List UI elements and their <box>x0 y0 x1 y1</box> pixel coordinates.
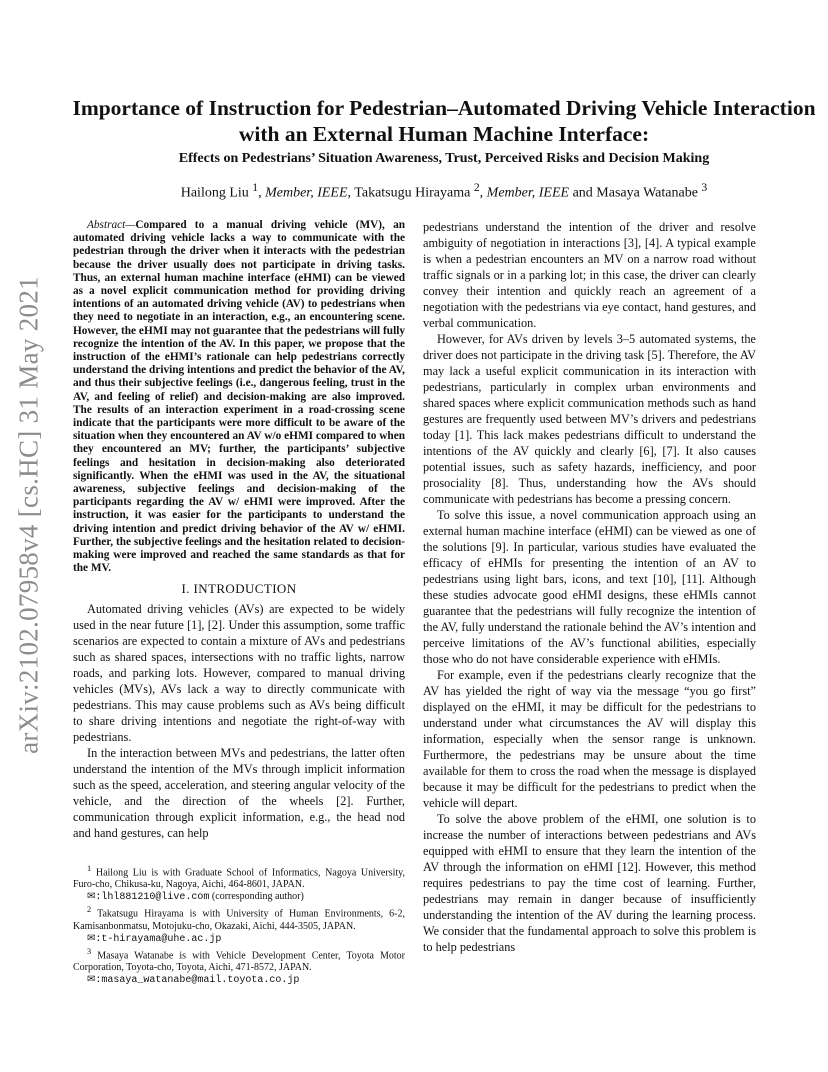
footnotes <box>73 863 405 987</box>
author-conjunction: and <box>569 185 597 201</box>
author-1-affil: 1 <box>252 181 259 194</box>
right-paragraph-4: For example, even if the pedestrians clearly recognize that the AV has yielded the right of way via the message “you go first” displayed on the eHMI, it may be difficult for the pedestrians to understand under what circumstances the AV will display this information, especially when the sensor range is unknown. Furthermore, the pedestrians may be unsure about the time available for them to cross the road when the message is displayed because it may be difficult for the pedestrians to predict when the vehicle will depart. <box>423 668 756 810</box>
footnote-3 <box>73 946 405 987</box>
author-2-affil: 2 <box>473 181 480 194</box>
right-paragraph-2: However, for AVs driven by levels 3–5 automated systems, the driver does not participate in the driving task [5]. Therefore, the AV may lack a useful explicit communication in its interaction with pedestrians, particularly in complex urban environments and shared spaces where explicit communication methods such as hand gestures are frequently used between MV’s drivers and pedestrians today [1]. This lack makes pedestrians difficult to understand the intentions of the AV quickly and clearly [6], [7]. It also causes potential issues, such as safety hazards, inefficiency, and poor prosociality [8]. Thus, understanding how the AVs should communicate with pedestrians has become a pressing concern. <box>423 332 756 506</box>
left-column <box>73 219 405 987</box>
section-heading-introduction: I. INTRODUCTION <box>181 581 297 597</box>
intro-paragraph-1: Automated driving vehicles (AVs) are expected to be widely used in the near future [1], [2]. Under this assumption, some traffic scenarios are expected to contain a mixture of AVs and pedestrians such as shared spaces, intersections with no traffic lights, narrow roads, and parking lots. However, compared to manual driving vehicles (MVs), AVs lack a way to directly communicate with pedestrians. This may cause problems such as AVs being difficult to share driving intentions and negotiate the right-of-way with pedestrians. <box>73 601 405 744</box>
arxiv-side-stamp <box>8 275 50 755</box>
footnote-1-email[interactable]: :lhl881210@live.com <box>95 892 210 904</box>
right-paragraph-5: To solve the above problem of the eHMI, one solution is to increase the number of interactions between pedestrians and AVs equipped with eHMI to ensure that they learn the intention of the AV through the information on eHMI [12]. However, this method requires pedestrians to pay the time cost of learning. Further, pedestrians may remain in danger because of insufficiently understanding the intention of the AV during the learning process. We consider that the fundamental approach to solve this problem is to help pedestrians <box>423 812 756 954</box>
abstract-lead: Abstract — <box>87 219 135 231</box>
footnote-1-text: Hailong Liu is with Graduate School of Informatics, Nagoya University, Furo-cho, Chikusa-ku, Nagoya, Aichi, 464-8601, JAPAN. <box>73 867 405 891</box>
envelope-icon: ✉ <box>87 932 96 944</box>
envelope-icon: ✉ <box>87 973 96 985</box>
paper-subtitle: Effects on Pedestrians’ Situation Awareness, Trust, Perceived Risks and Decision Making <box>178 151 710 166</box>
footnote-1-note: (corresponding author) <box>209 891 304 903</box>
footnote-1-number: 1 <box>87 863 92 873</box>
author-2: Takatsugu Hirayama <box>354 185 474 201</box>
right-paragraph-1: pedestrians understand the intention of the driver and resolve ambiguity of negotiation in interactions [3], [4]. A typical example is when a pedestrian encounters an MV on a narrow road without traffic signals or in a parking lot; in this case, the driver can clearly convey their intention and quickly reach an agreement of a negotiation with the pedestrians via eye contact, hand gestures, and verbal communication. <box>423 220 756 330</box>
envelope-icon: ✉ <box>87 891 96 903</box>
right-column <box>423 219 756 955</box>
author-2-role: Member, IEEE <box>486 185 570 201</box>
abstract <box>73 219 405 575</box>
introduction-body <box>73 601 405 841</box>
footnote-2-email[interactable]: :t-hirayama@uhe.ac.jp <box>95 933 222 945</box>
footnote-2-text: Takatsugu Hirayama is with University of Human Environments, 6-2, Kamisanbonmatsu, Motojuku-cho, Okazaki, Aichi, 444-3505, JAPAN. <box>73 908 405 932</box>
author-3-affil: 3 <box>701 181 708 194</box>
author-3: Masaya Watanabe <box>596 185 702 201</box>
paper-title: Importance of Instruction for Pedestrian–Automated Driving Vehicle Interaction with an External Human Machine Interface: <box>72 96 816 146</box>
right-paragraph-3: To solve this issue, a novel communication approach using an external human machine interface (eHMI) can be viewed as one of the solutions [9]. In particular, various studies have evaluated the efficacy of eHMIs for presenting the intention of an AV to pedestrians using light bars, icons, and text [10], [11]. Although these studies advocate good eHMI designs, these eHMIs cannot guarantee that the pedestrians will fully recognize the intention of the AV, fully understand the rationale behind the AV’s intention and perceive limitations of the AV’s functional abilities, especially those who do not have considerable experience with eHMIs. <box>423 508 756 666</box>
author-1-role: Member, IEEE <box>265 185 348 201</box>
footnote-3-email[interactable]: :masaya_watanabe@mail.toyota.co.jp <box>95 974 300 986</box>
footnote-3-text: Masaya Watanabe is with Vehicle Development Center, Toyota Motor Corporation, Toyota-cho, Toyota, Aichi, 471-8572, JAPAN. <box>73 949 405 973</box>
footnote-2-number: 2 <box>87 905 92 915</box>
footnote-2 <box>73 904 405 945</box>
footnote-1 <box>73 863 405 904</box>
abstract-text: Compared to a manual driving vehicle (MV), an automated driving vehicle lacks a way to communicate with the pedestrian through the driver when it interacts with the pedestrian because the driver usually does not participate in driving tasks. Thus, an external human machine interface (eHMI) can be viewed as a novel explicit communication method for providing driving intentions of an automated driving vehicle (AV) to pedestrians when they need to negotiate in an interaction, e.g., an encountering scene. However, the eHMI may not guarantee that the pedestrians will fully recognize the intention of the AV. In this paper, we propose that the instruction of the eHMI’s rationale can help pedestrians correctly understand the driving intentions and predict the behavior of the AV, and thus their subjective feelings (i.e., dangerous feeling, trust in the AV, and feeling of relief) and decision-making are also improved. The results of an interaction experiment in a road-crossing scene indicate that the participants were more difficult to be aware of the situation when they encountered an AV w/o eHMI compared to when they encountered an MV; further, the participants’ subjective feelings and hesitation in decision-making also deteriorated significantly. When the eHMI was used in the AV, the situational awareness, subjective feelings and decision-making of the participants regarding the AV w/ eHMI were improved. After the instruction, it was easier for the participants to understand the driving intention and predict driving behavior of the AV w/ eHMI. Further, the subjective feelings and the hesitation related to decision-making were improved and reached the same standards as that for the MV. <box>73 219 405 575</box>
author-1: Hailong Liu <box>180 185 253 201</box>
footnote-3-number: 3 <box>87 946 92 956</box>
arxiv-stamp-text: arXiv:2102.07958v4 [cs.HC] 31 May 2021 <box>13 276 44 754</box>
author-line: Hailong Liu $^1$, Member, IEEE, Takatsugu Hirayama $^2$, Member, IEEE and Masaya Watanabe $^3$ <box>180 181 708 201</box>
intro-paragraph-2: In the interaction between MVs and pedestrians, the latter often understand the intention of the MVs through implicit information such as the speed, acceleration, and steering angular velocity of the vehicle, and the direction of the wheels [2]. Further, communication through explicit information, e.g., the head nod and hand gestures, can help <box>73 745 405 840</box>
